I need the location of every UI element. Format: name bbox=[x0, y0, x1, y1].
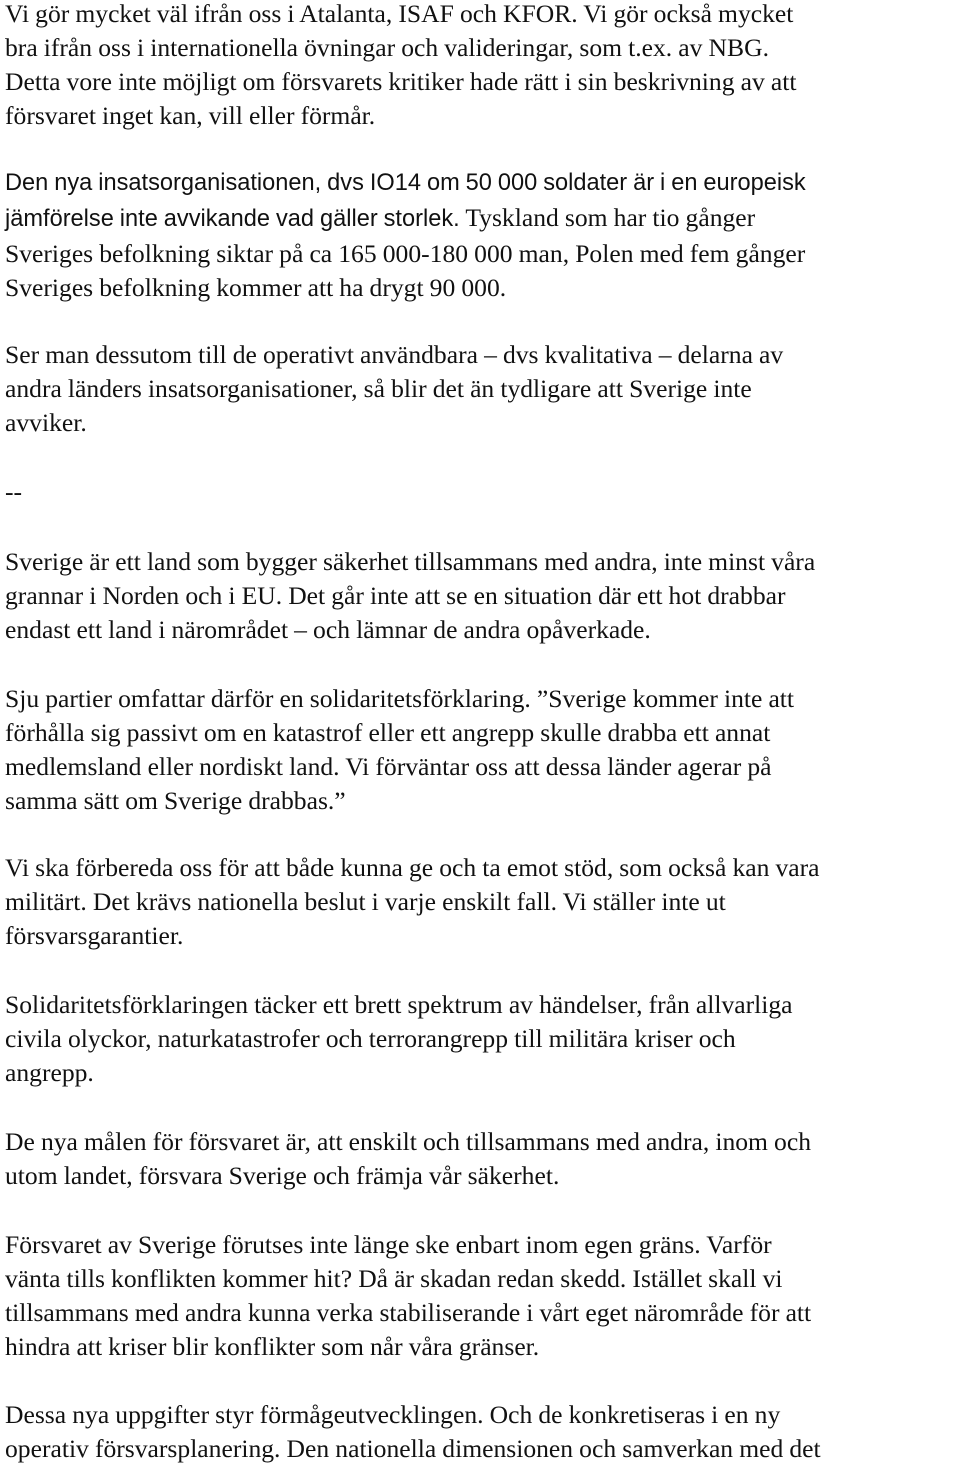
text-line: Sverige är ett land som bygger säkerhet tillsammans med andra, inte minst våra bbox=[5, 547, 816, 576]
text-line: Sju partier omfattar därför en solidaritetsförklaring. ”Sverige kommer inte att bbox=[5, 684, 795, 713]
text-line: Ser man dessutom till de operativt användbara – dvs kvalitativa – delarna av bbox=[5, 340, 784, 369]
text-line-mixed bbox=[5, 201, 806, 237]
text-line: Vi ska förbereda oss för att både kunna ge och ta emot stöd, som också kan vara bbox=[5, 853, 820, 882]
text-line: Sveriges befolkning siktar på ca 165 000-180 000 man, Polen med fem gånger bbox=[5, 238, 806, 268]
paragraph-new-goals bbox=[5, 1125, 811, 1193]
text-line: vänta tills konflikten kommer hit? Då är skadan redan skedd. Istället skall vi bbox=[5, 1263, 783, 1293]
text-line: Den nya insatsorganisationen, dvs IO14 om 50 000 soldater är i en europeisk bbox=[5, 170, 806, 196]
text-line: Försvaret av Sverige förutses inte länge ske enbart inom egen gräns. Varför bbox=[5, 1230, 772, 1259]
text-line: militärt. Det krävs nationella beslut i varje enskilt fall. Vi ställer inte ut bbox=[5, 886, 726, 916]
text-line: endast ett land i närområdet – och lämnar de andra opåverkade. bbox=[5, 614, 651, 644]
section-separator bbox=[5, 475, 22, 509]
text-line: medlemsland eller nordiskt land. Vi förväntar oss att dessa länder agerar på bbox=[5, 751, 772, 781]
text-line: hindra att kriser blir konflikter som når våra gränser. bbox=[5, 1331, 540, 1361]
paragraph-capability-development bbox=[5, 1398, 821, 1466]
paragraph-operational-parts bbox=[5, 338, 783, 440]
paragraph-spectrum bbox=[5, 988, 793, 1090]
text-run-sans: jämförelse inte avvikande vad gäller storlek. bbox=[5, 205, 460, 232]
text-run-serif: Tyskland som har tio gånger bbox=[459, 202, 756, 232]
text-line: samma sätt om Sverige drabbas.” bbox=[5, 785, 346, 815]
text-line: Vi gör mycket väl ifrån oss i Atalanta, ISAF och KFOR. Vi gör också mycket bbox=[5, 0, 794, 28]
paragraph-insatsorganisation bbox=[5, 167, 806, 305]
text-line: förhålla sig passivt om en katastrof eller ett angrepp skulle drabba ett annat bbox=[5, 717, 771, 747]
text-line: bra ifrån oss i internationella övningar och valideringar, som t.ex. av NBG. bbox=[5, 32, 769, 62]
paragraph-international-operations bbox=[5, 0, 796, 133]
text-line: andra länders insatsorganisationer, så blir det än tydligare att Sverige inte bbox=[5, 373, 752, 403]
text-line: Detta vore inte möjligt om försvarets kritiker hade rätt i sin beskrivning av att bbox=[5, 66, 797, 96]
text-line: operativ försvarsplanering. Den nationella dimensionen och samverkan med det bbox=[5, 1433, 821, 1463]
text-line: grannar i Norden och i EU. Det går inte att se en situation där ett hot drabbar bbox=[5, 580, 786, 610]
text-line: försvaret inget kan, vill eller förmår. bbox=[5, 100, 376, 130]
text-line: angrepp. bbox=[5, 1057, 94, 1087]
separator-dashes: -- bbox=[5, 477, 23, 506]
text-line: Solidaritetsförklaringen täcker ett brett spektrum av händelser, från allvarliga bbox=[5, 990, 793, 1019]
text-line: försvarsgarantier. bbox=[5, 920, 184, 950]
paragraph-defence-beyond-border bbox=[5, 1228, 811, 1364]
text-line: Dessa nya uppgifter styr förmågeutvecklingen. Och de konkretiseras i en ny bbox=[5, 1400, 781, 1429]
text-line: De nya målen för försvaret är, att enskilt och tillsammans med andra, inom och bbox=[5, 1127, 812, 1156]
paragraph-support bbox=[5, 851, 820, 953]
text-line: Sveriges befolkning kommer att ha drygt 90 000. bbox=[5, 272, 507, 302]
text-line: civila olyckor, naturkatastrofer och terrorangrepp till militära kriser och bbox=[5, 1023, 736, 1053]
paragraph-solidarity-declaration bbox=[5, 682, 794, 818]
text-line: tillsammans med andra kunna verka stabiliserande i vårt eget närområde för att bbox=[5, 1297, 812, 1327]
paragraph-security-together bbox=[5, 545, 815, 647]
text-line: avviker. bbox=[5, 407, 87, 437]
text-line: utom landet, försvara Sverige och främja vår säkerhet. bbox=[5, 1160, 560, 1190]
